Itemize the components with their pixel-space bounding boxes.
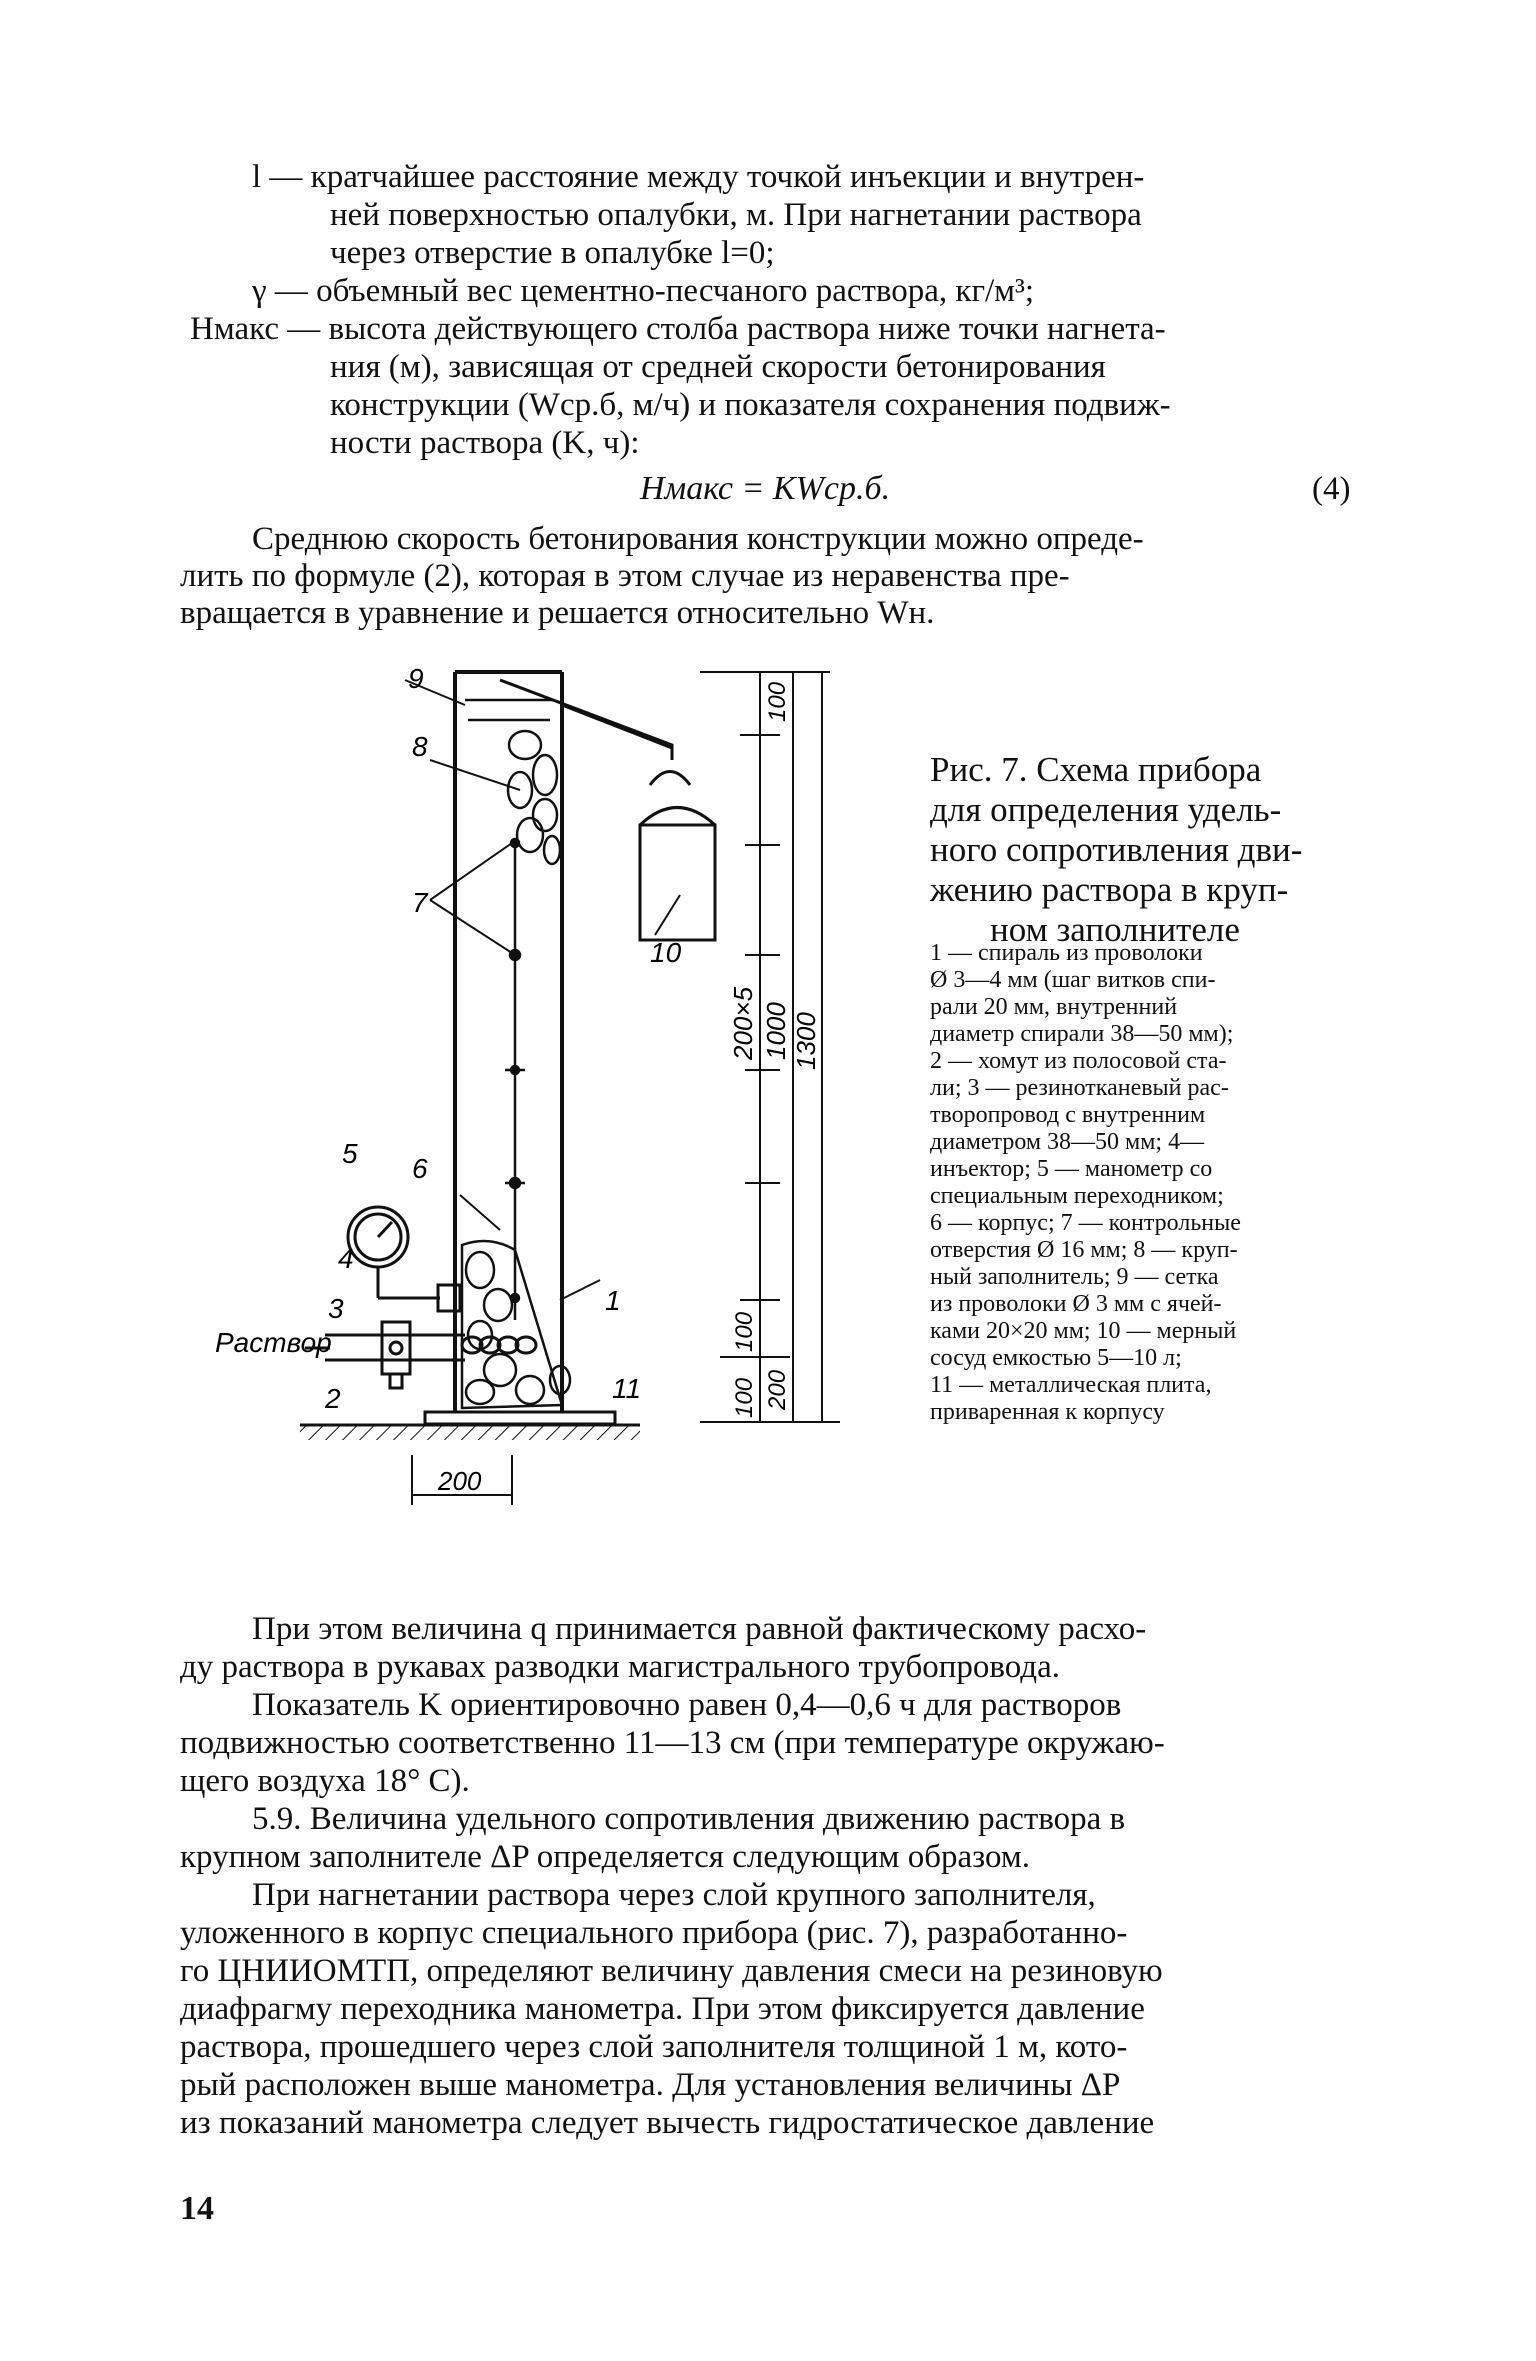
definition-hmax-line-2: ния (м), зависящая от средней скорости бетонирования (330, 349, 1106, 385)
figure-7-apparatus-diagram (195, 655, 875, 1515)
dim-100-a: 100 (731, 1377, 758, 1418)
label-2: 2 (325, 1383, 341, 1414)
caption-title-line-3: ного сопротивления дви- (930, 830, 1303, 869)
paragraph-4-line-1: 5.9. Величина удельного сопротивления движению раствора в (252, 1801, 1126, 1837)
formula-4: Hмакс = KWср.б. (640, 470, 891, 507)
legend-line-11: 6 — корпус; 7 — контрольные (930, 1210, 1241, 1236)
definition-hmax-line-3: конструкции (Wср.б, м/ч) и показателя сохранения подвиж- (330, 387, 1171, 423)
paragraph-5-line-6: рый расположен выше манометра. Для установления величины ΔP (180, 2067, 1121, 2103)
paragraph-2-line-1: При этом величина q принимается равной фактическому расхо- (252, 1611, 1147, 1647)
label-4: 4 (338, 1243, 354, 1274)
dim-1300: 1300 (791, 1012, 821, 1070)
legend-line-5: 2 — хомут из полосовой ста- (930, 1048, 1227, 1074)
paragraph-1-line-3: вращается в уравнение и решается относительно Wн. (180, 595, 935, 631)
dim-200: 200 (764, 1369, 791, 1410)
legend-line-14: из проволоки Ø 3 мм с ячей- (930, 1291, 1222, 1317)
paragraph-2-line-2: ду раствора в рукавах разводки магистрального трубопровода. (180, 1649, 1060, 1685)
legend-line-16: сосуд емкостью 5—10 л; (930, 1345, 1182, 1371)
label-9: 9 (408, 663, 424, 694)
dim-100-top: 100 (764, 681, 791, 722)
definition-hmax-line-1: Hмакс — высота действующего столба раствора ниже точки нагнета- (190, 311, 1166, 347)
paragraph-5-line-7: из показаний манометра следует вычесть гидростатическое давление (180, 2105, 1155, 2141)
paragraph-5-line-2: уложенного в корпус специального прибора (рис. 7), разработанно- (180, 1915, 1128, 1951)
caption-title-line-1: Рис. 7. Схема прибора (930, 750, 1262, 789)
legend-line-1: 1 — спираль из проволоки (930, 940, 1203, 966)
paragraph-1-line-2: лить по формуле (2), которая в этом случае из неравенства пре- (180, 558, 1070, 594)
page-number: 14 (180, 2190, 214, 2227)
control-holes (505, 839, 525, 1320)
definition-hmax-line-4: ности раствора (K, ч): (330, 425, 640, 461)
definition-l-line-2: ней поверхностью опалубки, м. При нагнетании раствора (330, 197, 1142, 233)
caption-title-line-5: ном заполнителе (990, 910, 1240, 949)
legend-line-8: диаметром 38—50 мм; 4— (930, 1129, 1205, 1155)
legend-line-10: специальным переходником; (930, 1183, 1224, 1209)
caption-title-line-2: для определения удель- (930, 790, 1282, 829)
legend-line-3: рали 20 мм, внутренний (930, 994, 1178, 1020)
paragraph-4-line-2: крупном заполнителе ΔP определяется следующим образом. (180, 1839, 1030, 1875)
dim-200-bottom: 200 (438, 1466, 482, 1496)
label-7: 7 (412, 887, 428, 918)
label-1: 1 (605, 1285, 621, 1316)
legend-line-4: диаметр спирали 38—50 мм); (930, 1021, 1234, 1047)
paragraph-5-line-5: раствора, прошедшего через слой заполнителя толщиной 1 м, кото- (180, 2029, 1128, 2065)
legend-line-12: отверстия Ø 16 мм; 8 — круп- (930, 1237, 1238, 1263)
pressure-gauge (348, 1207, 460, 1311)
definition-gamma: γ — объемный вес цементно-песчаного раствора, кг/м³; (252, 273, 1035, 309)
label-11: 11 (612, 1373, 642, 1404)
paragraph-5-line-1: При нагнетании раствора через слой крупного заполнителя, (252, 1877, 1096, 1913)
base-plate (425, 1412, 615, 1424)
legend-line-6: ли; 3 — резинотканевый рас- (930, 1075, 1229, 1101)
paragraph-3-line-1: Показатель K ориентировочно равен 0,4—0,6 ч для растворов (252, 1687, 1122, 1723)
paragraph-3-line-3: щего воздуха 18° С). (180, 1763, 470, 1799)
legend-line-18: приваренная к корпусу (930, 1399, 1165, 1425)
caption-title-line-4: жению раствора в круп- (930, 870, 1289, 909)
legend-line-13: ный заполнитель; 9 — сетка (930, 1264, 1219, 1290)
label-8: 8 (412, 731, 428, 762)
paragraph-3-line-2: подвижностью соответственно 11—13 см (при температуре окружаю- (180, 1725, 1165, 1761)
leader-lines (405, 680, 680, 1300)
dim-100-b: 100 (731, 1311, 758, 1352)
legend-line-2: Ø 3—4 мм (шаг витков спи- (930, 967, 1216, 993)
paragraph-1-line-1: Среднюю скорость бетонирования конструкции можно опреде- (252, 521, 1144, 557)
dim-200x5: 200×5 (728, 986, 758, 1060)
label-rastvor: Раствор (215, 1327, 332, 1358)
legend-line-7: творопровод с внутренним (930, 1102, 1206, 1128)
definition-l-line-1: l — кратчайшее расстояние между точкой инъекции и внутрен- (252, 159, 1145, 195)
formula-number: (4) (1312, 471, 1351, 507)
legend-line-17: 11 — металлическая плита, (930, 1372, 1212, 1398)
label-10: 10 (650, 937, 682, 968)
paragraph-5-line-4: диафрагму переходника манометра. При этом фиксируется давление (180, 1991, 1145, 2027)
legend-line-9: инъектор; 5 — манометр со (930, 1156, 1213, 1182)
dim-1000: 1000 (761, 1002, 791, 1060)
label-5: 5 (342, 1138, 358, 1169)
definition-l-line-3: через отверстие в опалубке l=0; (330, 235, 775, 271)
legend-line-15: ками 20×20 мм; 10 — мерный (930, 1318, 1237, 1344)
paragraph-5-line-3: го ЦНИИОМТП, определяют величину давления смеси на резиновую (180, 1953, 1163, 1989)
label-6: 6 (412, 1153, 428, 1184)
label-3: 3 (328, 1293, 344, 1324)
ground-hatching (300, 1425, 640, 1440)
